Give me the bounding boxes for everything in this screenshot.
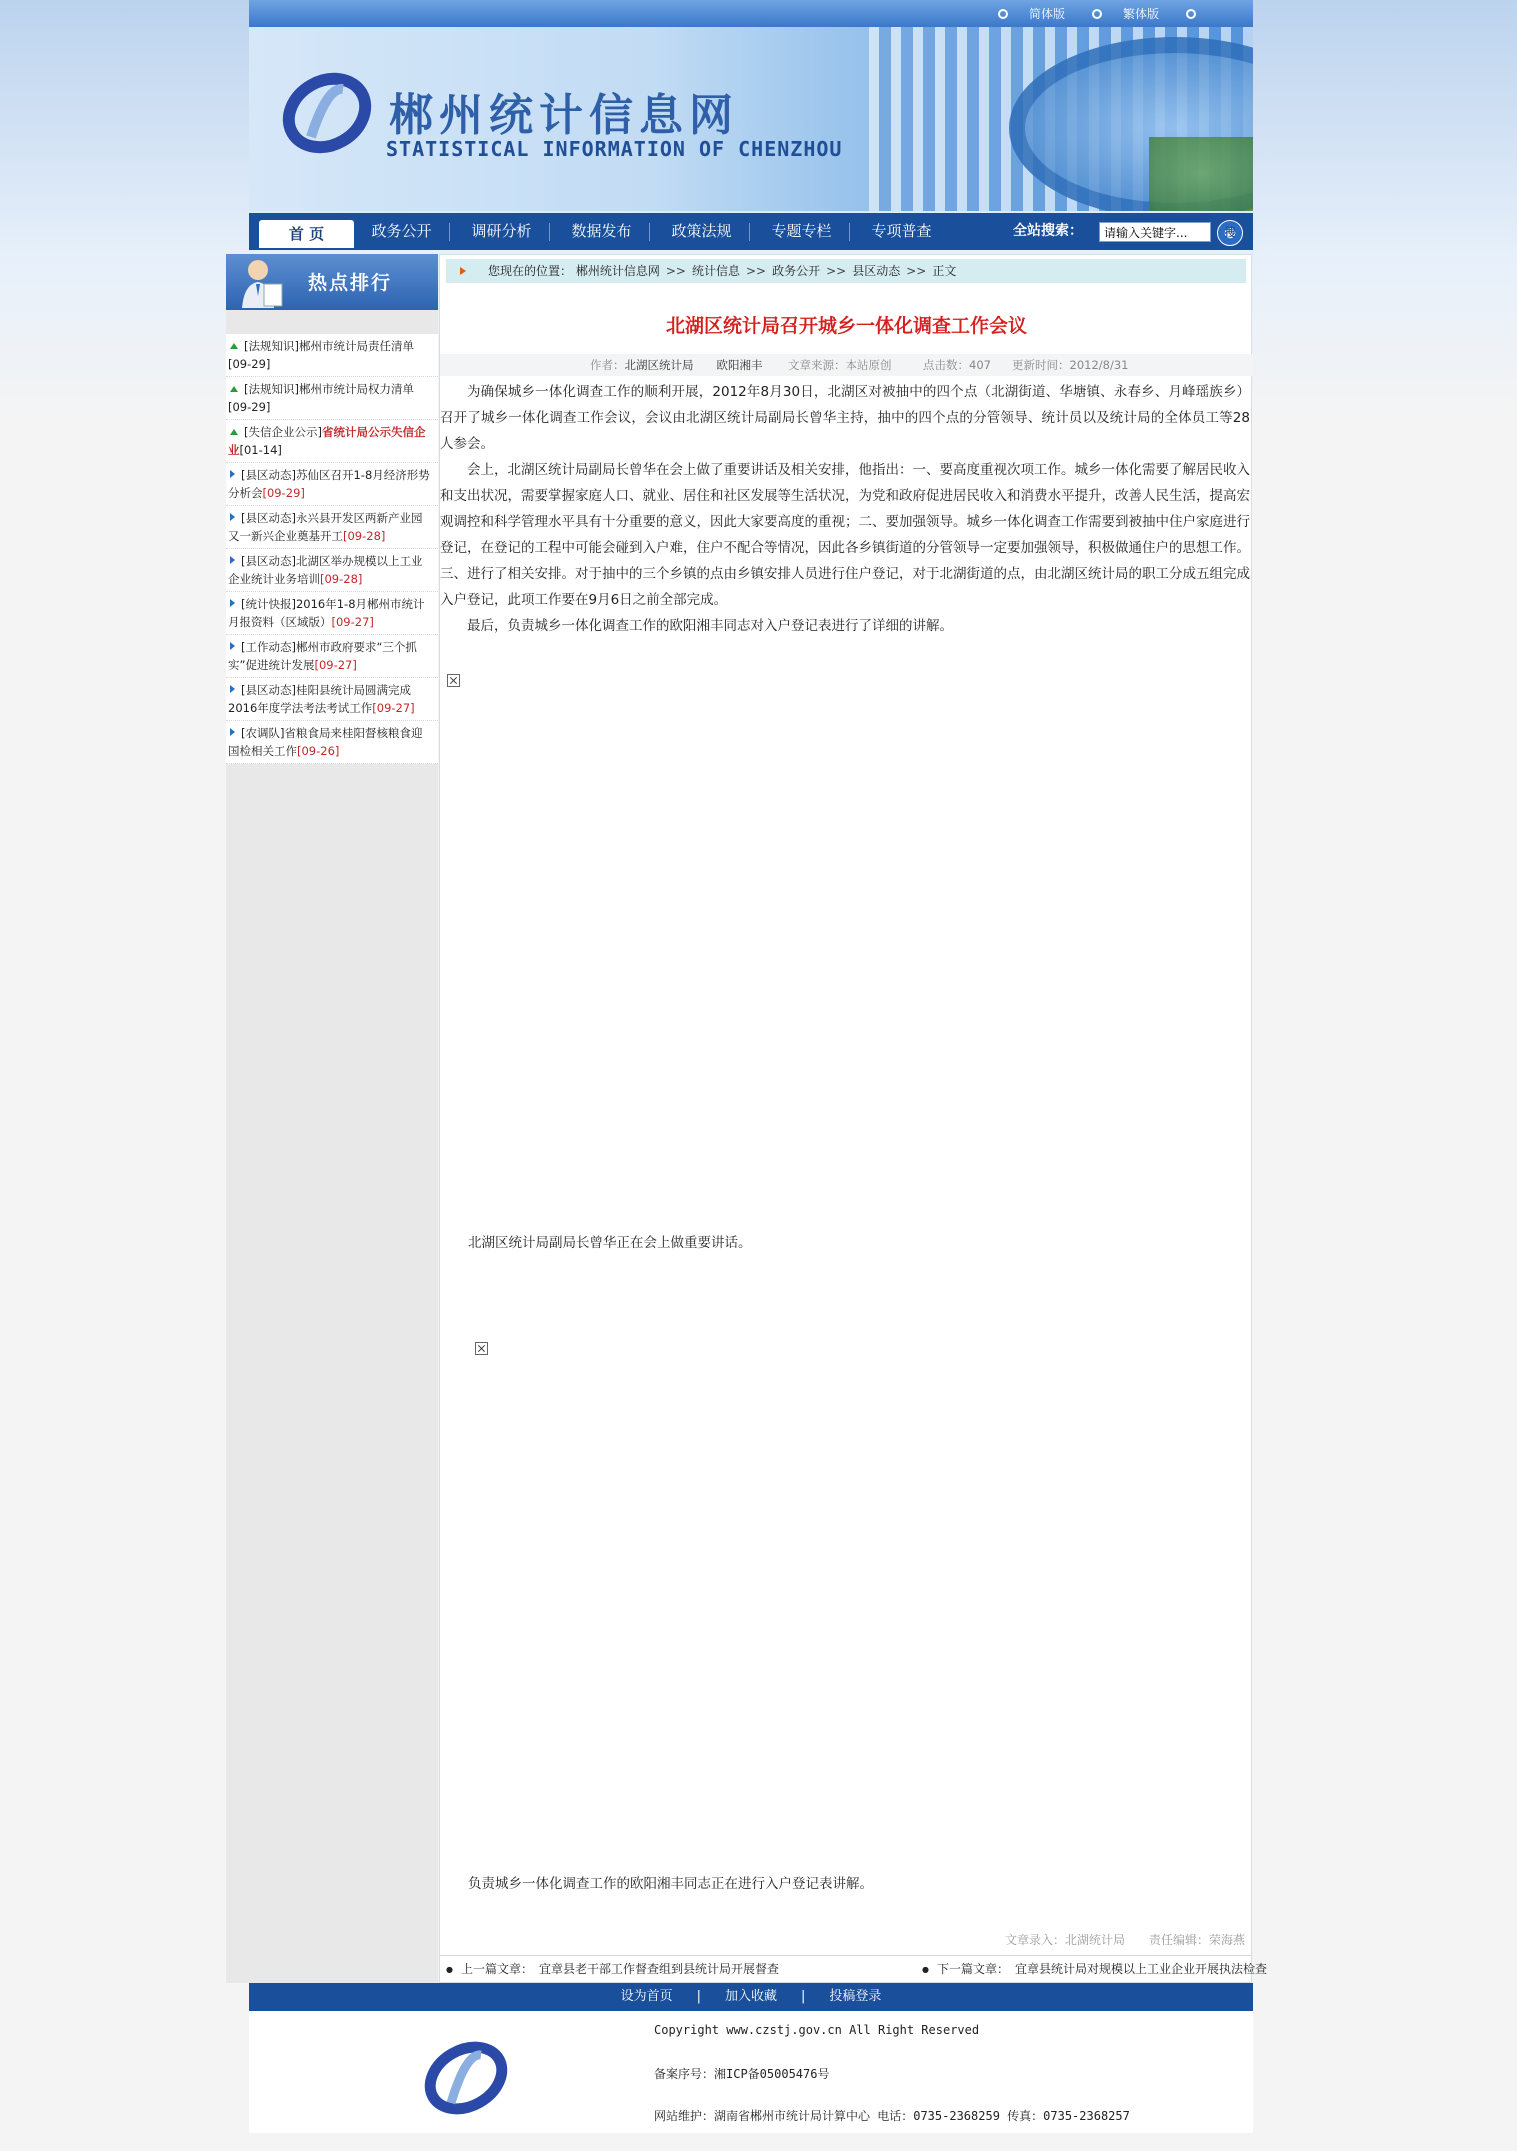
article-paragraph: 最后，负责城乡一体化调查工作的欧阳湘丰同志对入户登记表进行了详细的讲解。 — [467, 618, 953, 634]
hot-list-text[interactable]: [工作动态]郴州市政府要求“三个抓实”促进统计发展 — [228, 640, 417, 672]
icp-text: 备案序号：湘ICP备05005476号 — [654, 2067, 830, 2081]
article-body — [440, 379, 1250, 639]
hot-list-text[interactable]: [县区动态]永兴县开发区两新产业园又一新兴企业奠基开工 — [228, 511, 423, 543]
hot-list-date: [09-29] — [262, 486, 305, 500]
arrow-up-icon — [230, 386, 238, 392]
breadcrumb-current: 正文 — [932, 264, 957, 278]
editor-line: 文章录入：北湖统计局 责任编辑：荣海燕 — [1004, 1933, 1245, 1947]
breadcrumb-item[interactable]: 郴州统计信息网 — [575, 264, 660, 278]
nav-divider — [749, 223, 750, 241]
footer-nav: 设为首页 | 加入收藏 | 投稿登录 — [249, 1983, 1253, 2011]
breadcrumb-item[interactable]: 县区动态 — [852, 264, 901, 278]
nav-divider — [849, 223, 850, 241]
greenery-image — [1149, 137, 1253, 211]
site-title: 郴州统计信息网 — [389, 90, 739, 141]
author-name: 北湖区统计局 欧阳湘丰 — [624, 358, 763, 372]
hot-list-text[interactable]: [法规知识]郴州市统计局权力清单 — [244, 382, 414, 396]
arrow-up-icon — [230, 429, 238, 435]
add-favorite-link[interactable]: 加入收藏 — [724, 1989, 777, 2004]
hot-list-date: [09-27] — [314, 658, 357, 672]
top-bar — [249, 0, 1253, 27]
sidebar — [226, 254, 438, 1983]
copyright-text: Copyright www.czstj.gov.cn All Right Reserved — [654, 2023, 980, 2037]
hot-list-item[interactable] — [226, 721, 438, 764]
hot-list-date: [09-28] — [343, 529, 386, 543]
arrow-right-icon — [230, 513, 235, 521]
nav-government-affairs[interactable]: 政务公开 — [371, 222, 432, 240]
breadcrumb: 您现在的位置： 郴州统计信息网 >> 统计信息 >> 政务公开 >> 县区动态 >> 正文 — [446, 259, 1246, 283]
arrow-right-icon — [230, 728, 235, 736]
simplified-link[interactable]: 简体版 — [1029, 7, 1066, 21]
site-logo-icon — [281, 67, 373, 159]
hot-list-item[interactable] — [226, 549, 438, 592]
hot-list-item[interactable] — [226, 635, 438, 678]
photo-caption: 负责城乡一体化调查工作的欧阳湘丰同志正在进行入户登记表讲解。 — [468, 1876, 873, 1892]
article-meta — [440, 354, 1253, 376]
site-subtitle: STATISTICAL INFORMATION OF CHENZHOU — [386, 137, 843, 161]
hot-list-item[interactable] — [226, 463, 438, 506]
main-nav — [249, 213, 1253, 250]
photo-caption: 北湖区统计局副局长曾华正在会上做重要讲话。 — [468, 1235, 752, 1251]
hot-list-item[interactable] — [226, 377, 438, 420]
nav-data-release[interactable]: 数据发布 — [571, 222, 632, 240]
article-updated: 更新时间：2012/8/31 — [1012, 358, 1129, 372]
footer — [249, 2011, 1253, 2133]
header-banner — [249, 27, 1253, 211]
hot-list-date: [01-14] — [239, 443, 282, 457]
article-panel — [439, 254, 1267, 1983]
article-title: 北湖区统计局召开城乡一体化调查工作会议 — [665, 315, 1027, 337]
nav-research[interactable]: 调研分析 — [471, 222, 532, 240]
hot-list-item[interactable] — [226, 592, 438, 635]
hot-list-date: [09-26] — [297, 744, 340, 758]
hot-list-item[interactable] — [226, 678, 438, 721]
hot-list-text[interactable]: [县区动态]桂阳县统计局圆满完成2016年度学法考法考试工作 — [228, 683, 411, 715]
sidebar-title: 热点排行 — [308, 272, 393, 294]
breadcrumb-item[interactable]: 统计信息 — [691, 264, 740, 278]
hot-list-item[interactable] — [226, 506, 438, 549]
next-article-link[interactable]: ● 下一篇文章： 宜章县统计局对规模以上工业企业开展执法检查 — [922, 1956, 1267, 1983]
broken-image-icon — [475, 1342, 488, 1355]
breadcrumb-prefix: 您现在的位置： — [488, 264, 573, 278]
footer-logo-icon — [421, 2033, 511, 2123]
arrow-up-icon — [230, 343, 238, 349]
hot-list-date: [09-27] — [331, 615, 374, 629]
bullet-icon — [1186, 9, 1196, 19]
article-hits: 点击数：407 — [923, 358, 991, 372]
hot-list-date: [09-27] — [372, 701, 415, 715]
set-homepage-link[interactable]: 设为首页 — [620, 1989, 673, 2004]
person-icon — [236, 256, 286, 308]
hot-list-date: [09-29] — [228, 357, 271, 371]
article-source: 文章来源：本站原创 — [788, 358, 892, 372]
hot-list-text[interactable]: [县区动态]北湖区举办规模以上工业企业统计业务培训 — [228, 554, 423, 586]
hot-list-date: [09-28] — [320, 572, 363, 586]
hot-list-item[interactable] — [226, 334, 438, 377]
hot-list-text[interactable]: [统计快报]2016年1-8月郴州市统计月报资料（区域版） — [228, 597, 425, 629]
arrow-right-icon — [230, 470, 235, 478]
hot-list-item[interactable] — [226, 420, 438, 463]
maintainer-text: 网站维护：湖南省郴州市统计局计算中心 电话：0735-2368259 传真：0735-2368257 — [654, 2109, 1130, 2123]
hot-ranking-list — [226, 334, 438, 764]
hot-list-text[interactable]: [农调队]省粮食局来桂阳督核粮食迎国检相关工作 — [228, 726, 423, 758]
sidebar-header — [226, 254, 438, 310]
arrow-right-icon — [230, 599, 235, 607]
broken-image-icon — [447, 674, 460, 687]
prev-article-link[interactable]: ● 上一篇文章： 宜章县老干部工作督查组到县统计局开展督查 — [446, 1956, 779, 1983]
breadcrumb-arrow-icon — [460, 267, 466, 275]
hot-list-highlight[interactable]: 省统计局公示失信企业 — [228, 425, 426, 457]
article-paragraph: 为确保城乡一体化调查工作的顺利开展，2012年8月30日，北湖区对被抽中的四个点（北湖街道、华塘镇、永春乡、月峰瑶族乡）召开了城乡一体化调查工作会议，会议由北湖区统计局副局长曾华主持，抽中的四个点的分管领导、统计员以及统计局的全体员工等28人参会。 — [440, 384, 1250, 452]
hot-list-text[interactable]: [县区动态]苏仙区召开1-8月经济形势分析会 — [228, 468, 430, 500]
traditional-link[interactable]: 繁体版 — [1123, 7, 1160, 21]
arrow-right-icon — [230, 642, 235, 650]
search-input[interactable] — [1099, 222, 1211, 242]
arrow-right-icon — [230, 685, 235, 693]
hot-list-date: [09-29] — [228, 400, 271, 414]
nav-topics[interactable]: 专题专栏 — [771, 222, 832, 240]
nav-divider — [449, 223, 450, 241]
nav-divider — [549, 223, 550, 241]
bullet-icon — [1092, 9, 1102, 19]
arrow-right-icon — [230, 556, 235, 564]
prev-next-nav — [440, 1955, 1267, 1982]
nav-policy[interactable]: 政策法规 — [671, 222, 732, 240]
bullet-icon — [998, 9, 1008, 19]
hot-list-text[interactable]: [失信企业公示] — [244, 425, 322, 439]
article-paragraph: 会上，北湖区统计局副局长曾华在会上做了重要讲话及相关安排，他指出：一、要高度重视次项工作。城乡一体化需要了解居民收入和支出状况，需要掌握家庭人口、就业、居住和社区发展等生活状况，为党和政府促进居民收入和消费水平提升，改善人民生活，提高宏观调控和科学管理水平具有十分重要的意义，因此大家要高度的重视；二、要加强领导。城乡一体化调查工作需要到被抽中住户家庭进行登记，在登记的工程中可能会碰到入户难，住户不配合等情况，因此各乡镇街道的分管领导一定要加强领导，积极做通住户的思想工作。三、进行了相关安排。对于抽中的三个乡镇的点由乡镇安排人员进行住户登记，对于北湖街道的点，由北湖区统计局的职工分成五组完成入户登记，此项工作要在9月6日之前全部完成。 — [440, 462, 1250, 608]
search-label: 全站搜索： — [1013, 223, 1083, 239]
nav-census[interactable]: 专项普查 — [871, 222, 932, 240]
author-line: 作者：北湖区统计局 欧阳湘丰 — [590, 358, 763, 372]
nav-divider — [649, 223, 650, 241]
search-button[interactable]: 搜 — [1217, 220, 1243, 246]
breadcrumb-item[interactable]: 政务公开 — [772, 264, 821, 278]
nav-home[interactable]: 首 页 — [259, 220, 354, 248]
page-wrapper — [228, 0, 1267, 2151]
submit-login-link[interactable]: 投稿登录 — [829, 1989, 882, 2004]
hot-list-text[interactable]: [法规知识]郴州市统计局责任清单 — [244, 339, 414, 353]
